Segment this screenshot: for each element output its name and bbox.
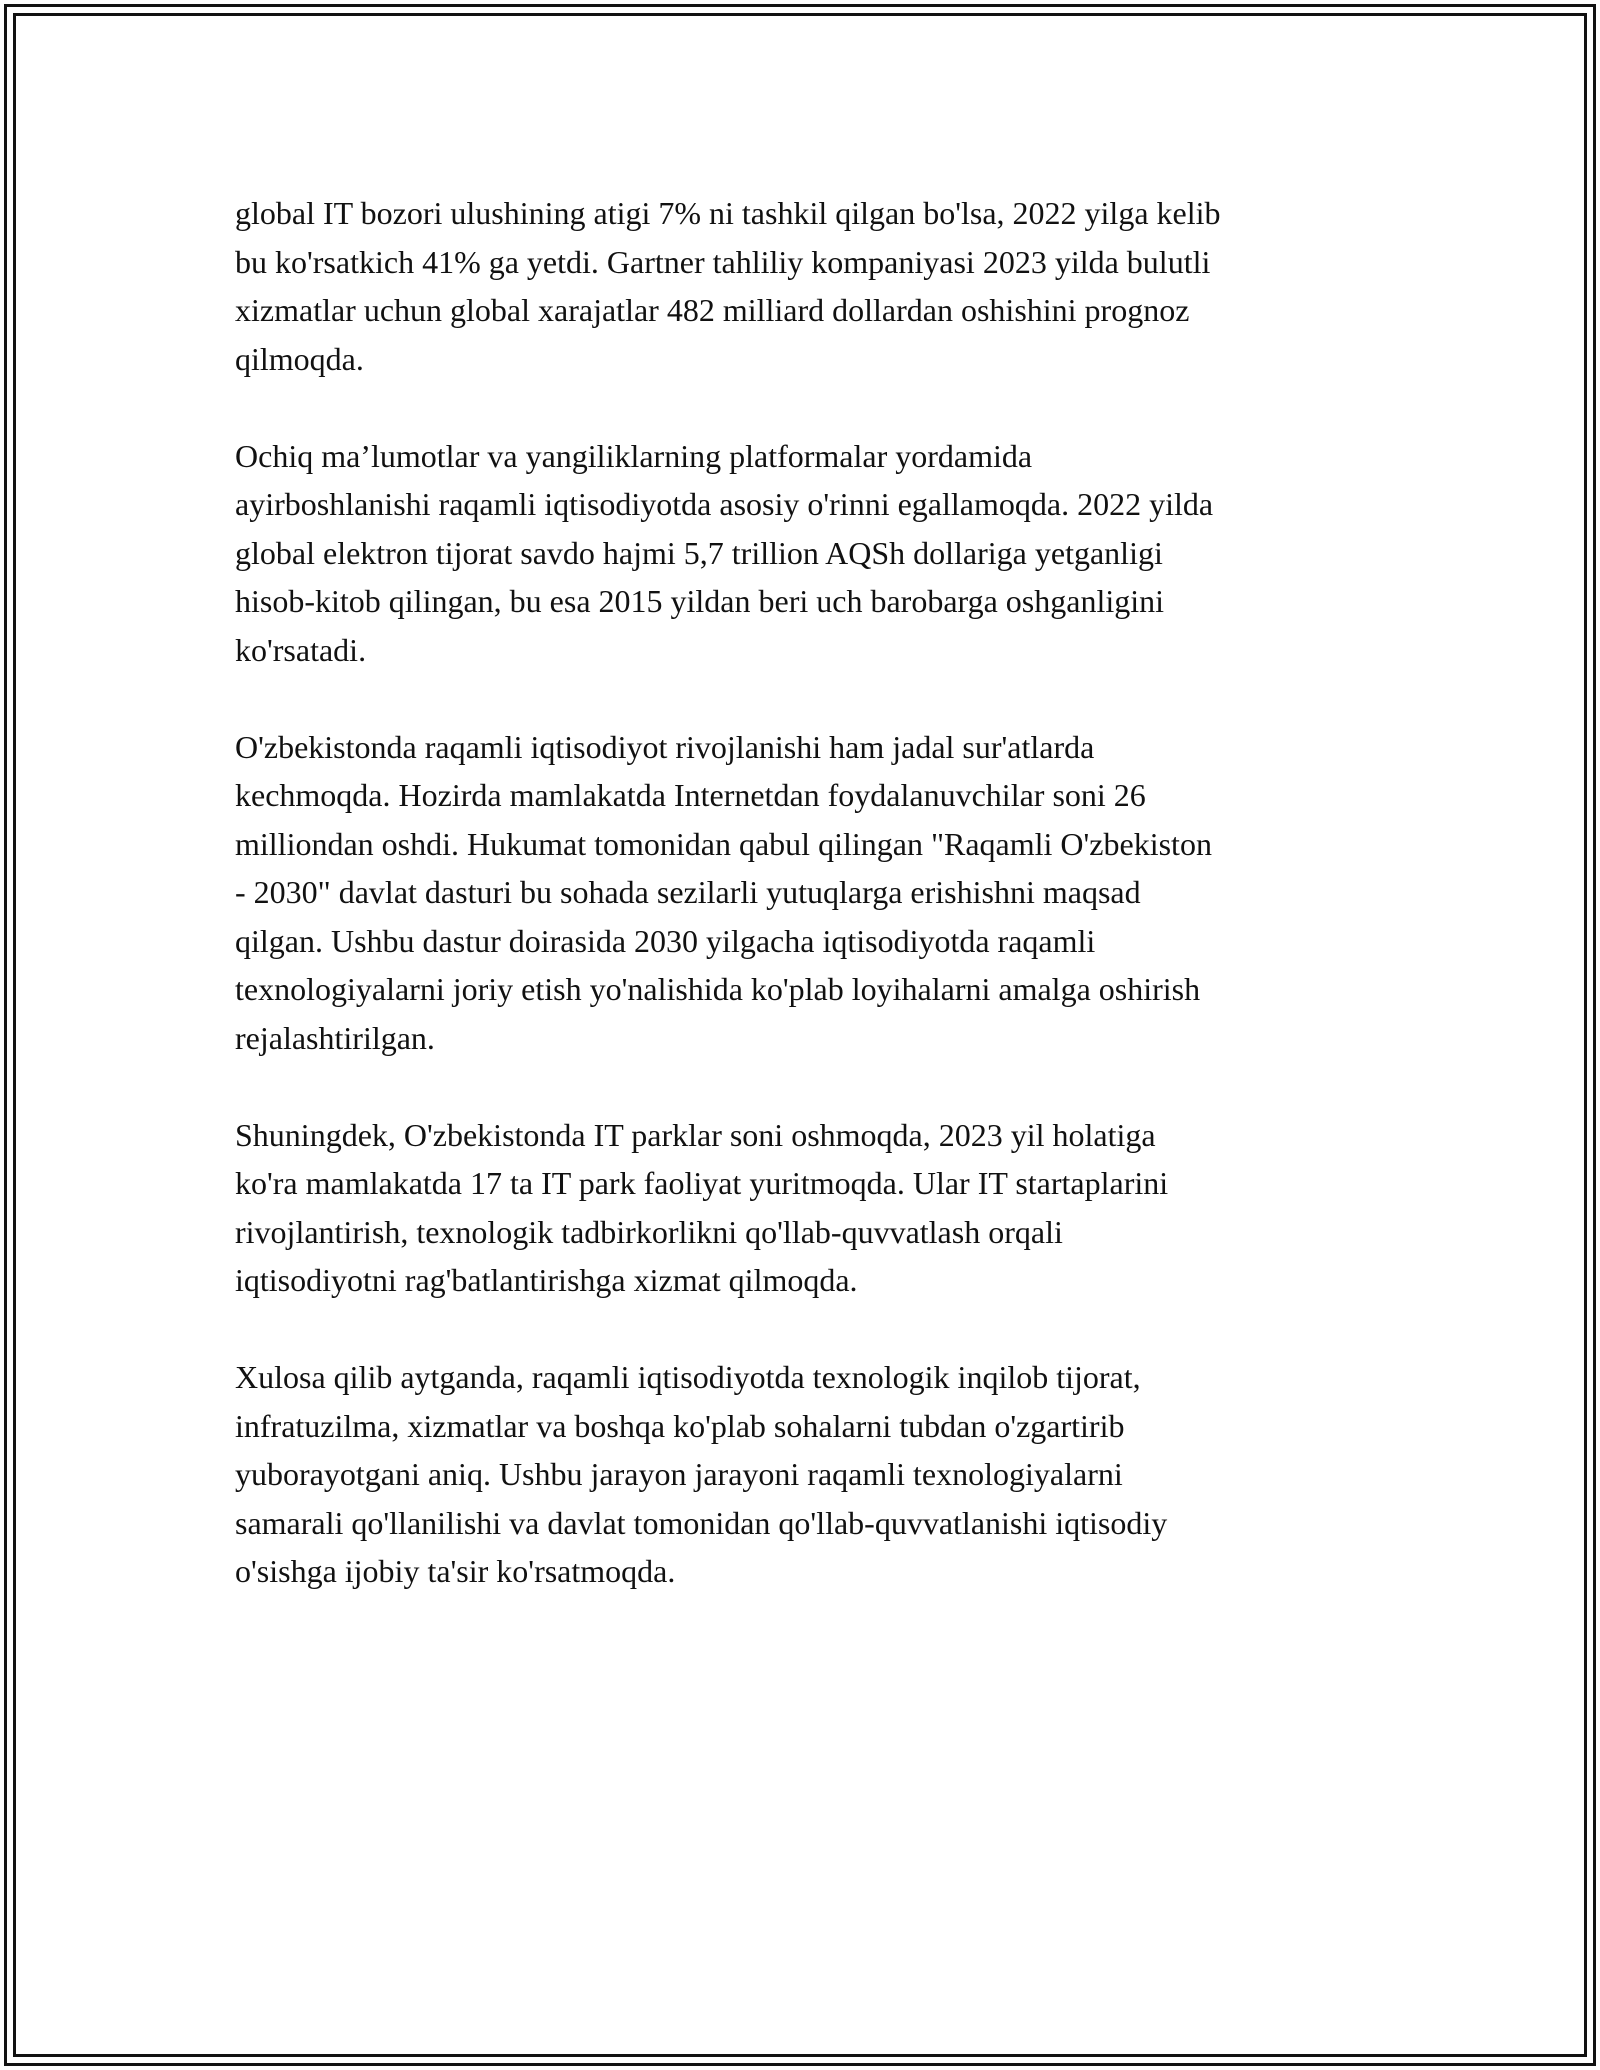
text-line: xizmatlar uchun global xarajatlar 482 milliard dollardan oshishini prognoz	[235, 292, 1190, 328]
paragraph-it-parks	[235, 1111, 1375, 1305]
paragraph-open-data	[235, 432, 1375, 675]
text-line: iqtisodiyotni rag'batlantirishga xizmat qilmoqda.	[235, 1262, 858, 1298]
document-body	[235, 189, 1375, 1644]
text-line: yuborayotgani aniq. Ushbu jarayon jarayoni raqamli texnologiyalarni	[235, 1456, 1123, 1492]
text-line: kechmoqda. Hozirda mamlakatda Internetdan foydalanuvchilar soni 26	[235, 777, 1146, 813]
text-line: global IT bozori ulushining atigi 7% ni tashkil qilgan bo'lsa, 2022 yilga kelib	[235, 195, 1221, 231]
text-line: rejalashtirilgan.	[235, 1019, 435, 1056]
text-line: hisob-kitob qilingan, bu esa 2015 yildan beri uch barobarga oshganligini	[235, 583, 1165, 619]
text-line: o'sishga ijobiy ta'sir ko'rsatmoqda.	[235, 1553, 676, 1589]
text-line: qilmoqda.	[235, 340, 364, 377]
text-line: Ochiq ma’lumotlar va yangiliklarning platformalar yordamida	[235, 437, 1033, 474]
paragraph-uzbekistan-digital	[235, 723, 1375, 1063]
text-line: milliondan oshdi. Hukumat tomonidan qabul qilingan "Raqamli O'zbekiston	[235, 825, 1212, 862]
text-line: texnologiyalarni joriy etish yo'nalishida ko'plab loyihalarni amalga oshirish	[235, 971, 1201, 1007]
text-line: infratuzilma, xizmatlar va boshqa ko'plab sohalarni tubdan o'zgartirib	[235, 1407, 1125, 1444]
text-line: ayirboshlanishi raqamli iqtisodiyotda asosiy o'rinni egallamoqda. 2022 yilda	[235, 486, 1214, 522]
text-line: samarali qo'llanilishi va davlat tomonidan qo'llab-quvvatlanishi iqtisodiy	[235, 1504, 1168, 1541]
text-line: ko'rsatadi.	[235, 631, 367, 668]
text-line: qilgan. Ushbu dastur doirasida 2030 yilgacha iqtisodiyotda raqamli	[235, 922, 1096, 959]
text-line: O'zbekistonda raqamli iqtisodiyot rivojlanishi ham jadal sur'atlarda	[235, 728, 1095, 765]
text-line: global elektron tijorat savdo hajmi 5,7 trillion AQSh dollariga yetganligi	[235, 534, 1163, 571]
text-line: ko'ra mamlakatda 17 ta IT park faoliyat yuritmoqda. Ular IT startaplarini	[235, 1165, 1169, 1201]
paragraph-conclusion	[235, 1353, 1375, 1596]
text-line: Xulosa qilib aytganda, raqamli iqtisodiyotda texnologik inqilob tijorat,	[235, 1359, 1141, 1395]
text-line: bu ko'rsatkich 41% ga yetdi. Gartner tahliliy kompaniyasi 2023 yilda bulutli	[235, 243, 1211, 280]
paragraph-cloud-market	[235, 189, 1375, 383]
text-line: Shuningdek, O'zbekistonda IT parklar soni oshmoqda, 2023 yil holatiga	[235, 1116, 1156, 1153]
text-line: - 2030" davlat dasturi bu sohada sezilarli yutuqlarga erishishni maqsad	[235, 874, 1141, 910]
text-line: rivojlantirish, texnologik tadbirkorlikni qo'llab-quvvatlash orqali	[235, 1213, 1063, 1250]
